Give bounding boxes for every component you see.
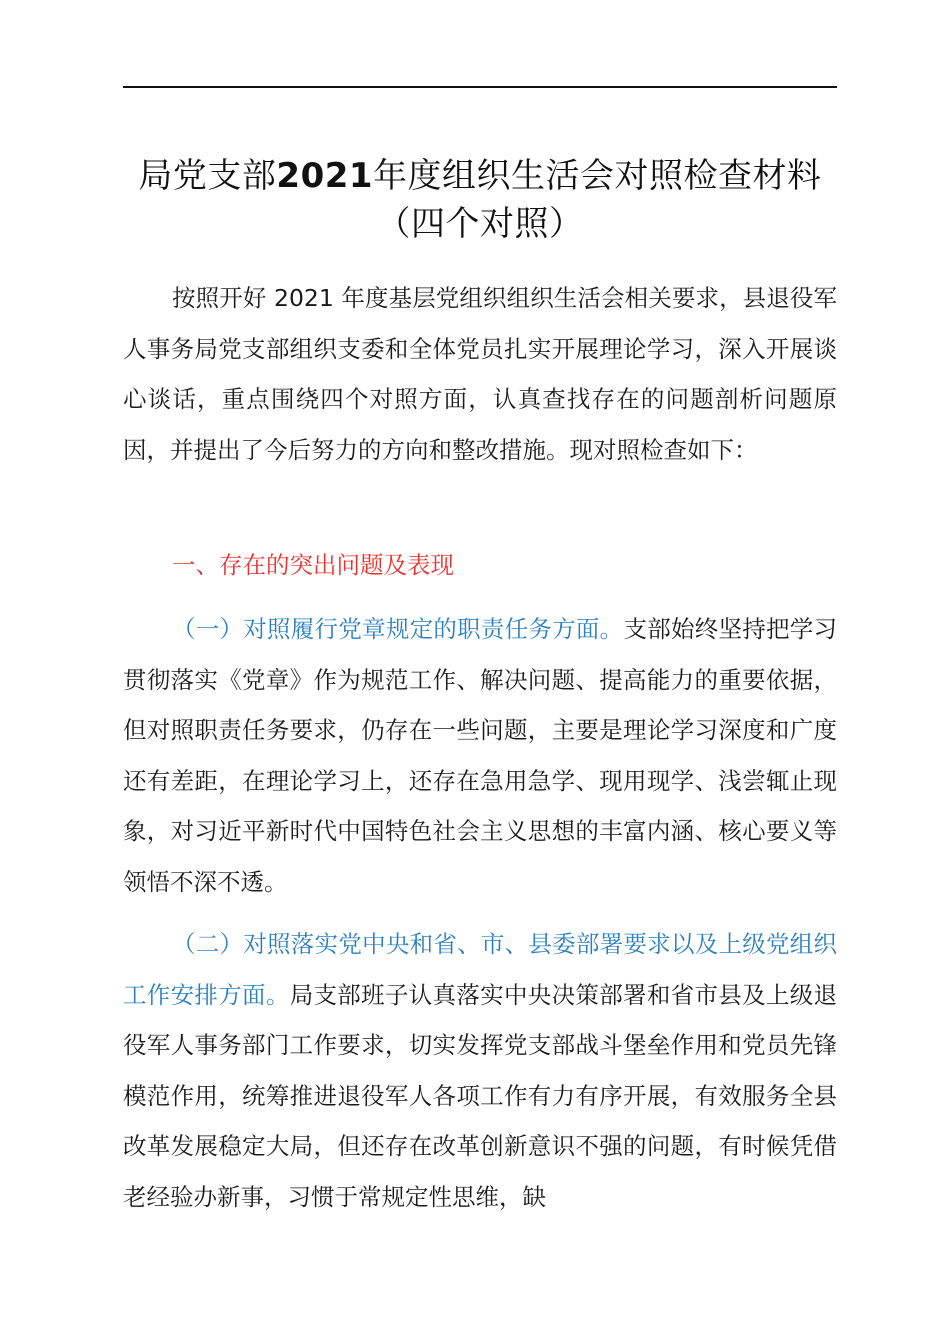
item-paragraph-1 <box>123 604 837 908</box>
title-year: 2021 <box>276 156 374 196</box>
title-part1: 局党支部 <box>138 156 277 196</box>
document-title <box>110 150 850 202</box>
header-rule <box>123 86 837 88</box>
item-text-1: 支部始终坚持把学习贯彻落实《党章》作为规范工作、解决问题、提高能力的重要依据，但对照职责任务要求，仍存在一些问题，主要是理论学习深度和广度还有差距，在理论学习上，还存在急用急学、现用现学、浅尝辄止现象，对习近平新时代中国特色社会主义思想的丰富内涵、核心要义等领悟不深不透。 <box>123 615 838 896</box>
item-heading-2: （二）对照落实党中央和省、市、县委部署要求以及上级党组织工作安排方面。 <box>123 930 837 1009</box>
title-part2: 年度组织生活会对照检查材料 <box>373 156 822 196</box>
section-heading-1: 一、存在的突出问题及表现 <box>172 551 454 579</box>
item-heading-1: （一）对照履行党章规定的职责任务方面。 <box>172 615 624 643</box>
item-text-2: 局支部班子认真落实中央决策部署和省市县及上级退役军人事务部门工作要求，切实发挥党支部战斗堡垒作用和党员先锋模范作用，统筹推进退役军人各项工作有力有序开展，有效服务全县改革发展稳定大局，但还存在改革创新意识不强的问题，有时候凭借老经验办新事，习惯于常规定性思维，缺 <box>123 980 838 1211</box>
intro-paragraph: 按照开好 2021 年度基层党组织组织生活会相关要求，县退役军人事务局党支部组织支委和全体党员扎实开展理论学习，深入开展谈心谈话，重点围绕四个对照方面，认真查找存在的问题剖析问题原因，并提出了今后努力的方向和整改措施。现对照检查如下： <box>123 284 837 464</box>
document-subtitle: （四个对照） <box>376 204 584 244</box>
item-paragraph-2 <box>123 919 837 1223</box>
